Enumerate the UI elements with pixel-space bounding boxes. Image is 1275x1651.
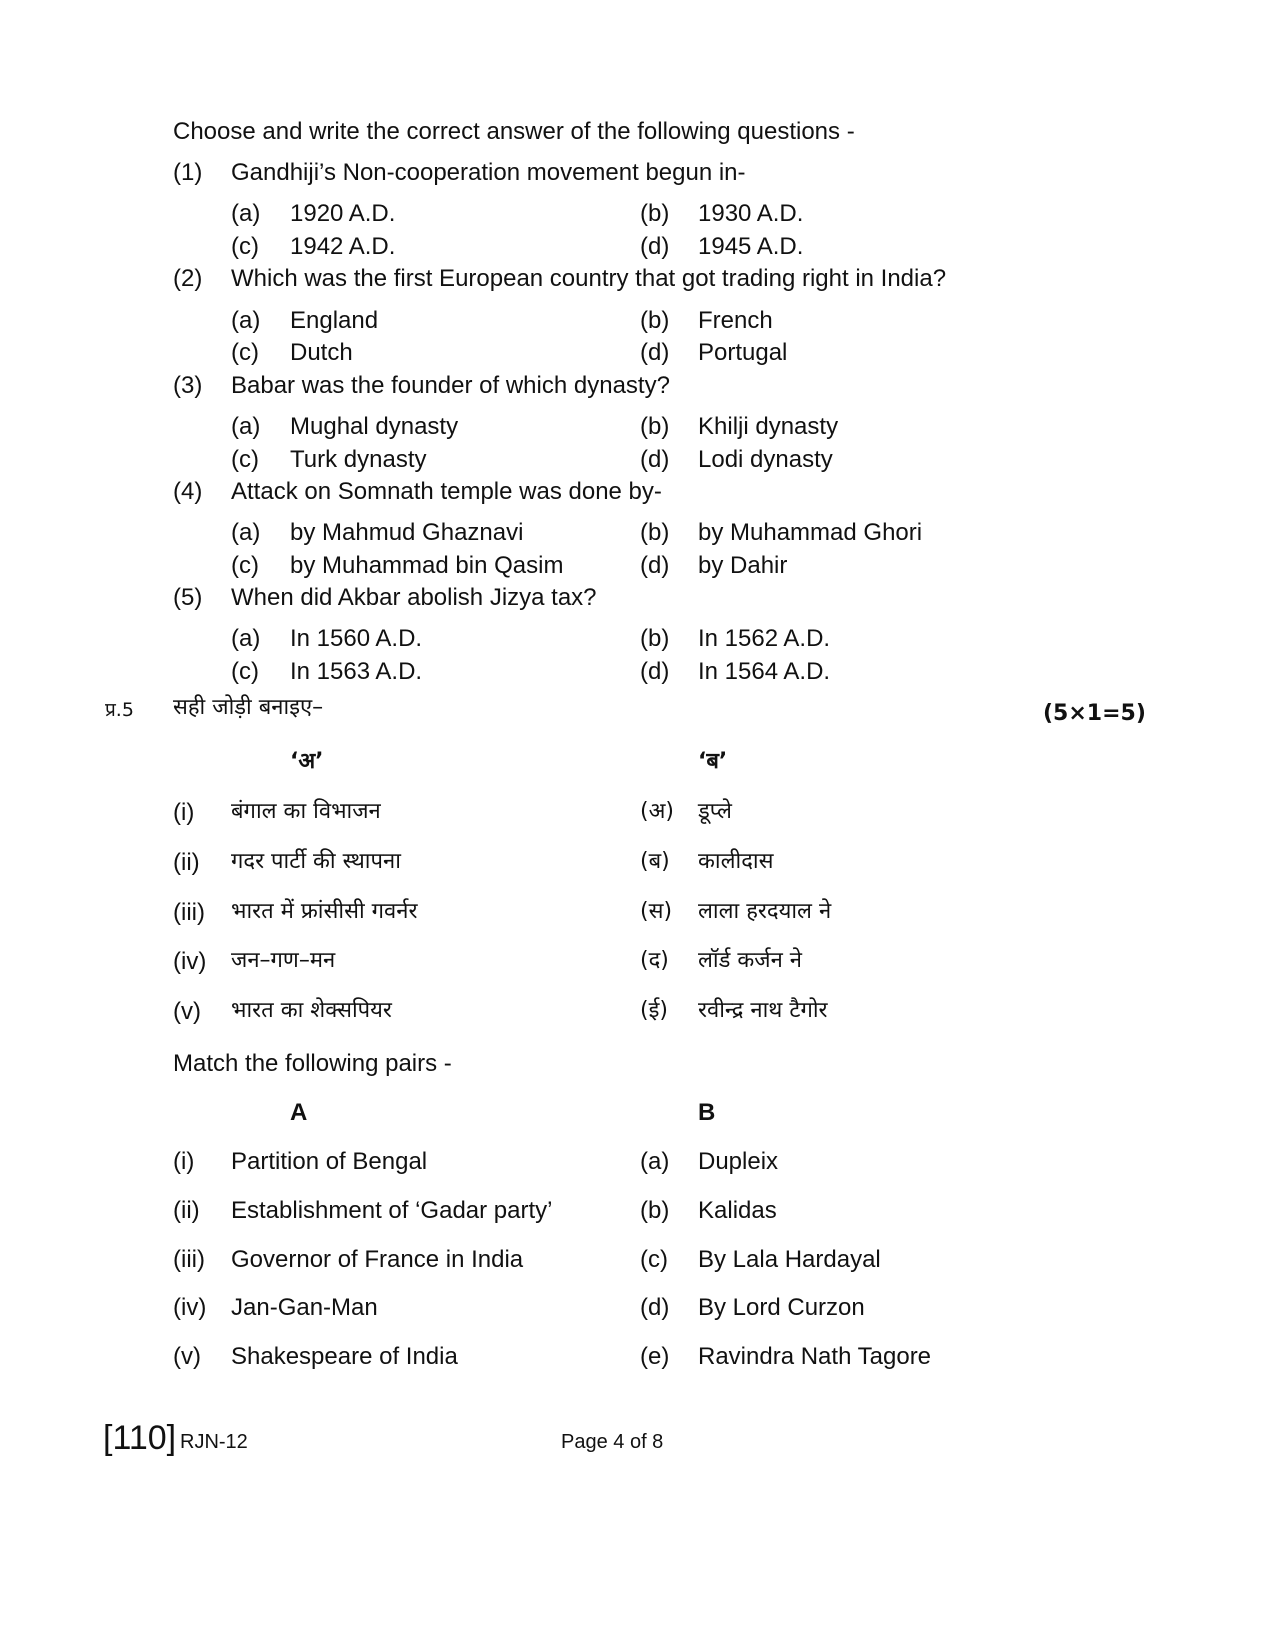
option-label: (b) (640, 625, 670, 652)
pair-left-text: बंगाल का विभाजन (231, 799, 381, 824)
pair-left-text: Shakespeare of India (231, 1343, 458, 1370)
question-number: (3) (173, 372, 203, 399)
option-label: (c) (231, 339, 259, 366)
pair-right-text: By Lala Hardayal (698, 1246, 881, 1273)
pair-right-label: (b) (640, 1197, 670, 1224)
option-text: England (290, 307, 379, 334)
pair-right-label: (स) (640, 899, 673, 924)
instruction-text: Choose and write the correct answer of the following questions - (173, 118, 855, 145)
pair-left-label: (ii) (173, 1197, 200, 1224)
option-label: (b) (640, 519, 670, 546)
option-label: (a) (231, 307, 261, 334)
option-label: (c) (231, 552, 259, 579)
pair-left-text: Jan-Gan-Man (231, 1294, 378, 1321)
option-label: (b) (640, 413, 670, 440)
option-text: by Muhammad bin Qasim (290, 552, 564, 579)
option-label: (d) (640, 552, 670, 579)
column-header-b-hi: ‘ब’ (698, 749, 728, 774)
option-label: (b) (640, 307, 670, 334)
pair-left-text: Establishment of ‘Gadar party’ (231, 1197, 553, 1224)
pair-right-label: (a) (640, 1148, 670, 1175)
pair-right-text: लॉर्ड कर्जन ने (698, 948, 803, 973)
option-text: In 1563 A.D. (290, 658, 423, 685)
pair-left-label: (iii) (173, 1246, 205, 1273)
match-title-en: Match the following pairs - (173, 1050, 452, 1077)
question-number: (2) (173, 265, 203, 292)
marks-label: (5×1=5) (1043, 701, 1146, 726)
option-label: (c) (231, 658, 259, 685)
option-text: by Muhammad Ghori (698, 519, 923, 546)
question-text: Attack on Somnath temple was done by- (231, 478, 662, 505)
column-header-a-en: A (290, 1099, 308, 1126)
pair-right-text: By Lord Curzon (698, 1294, 865, 1321)
pair-right-text: Dupleix (698, 1148, 779, 1175)
question-text: Babar was the founder of which dynasty? (231, 372, 670, 399)
option-text: by Dahir (698, 552, 788, 579)
pair-left-label: (iv) (173, 948, 207, 975)
option-label: (d) (640, 446, 670, 473)
pair-right-label: (अ) (640, 799, 674, 824)
pair-right-label: (द) (640, 948, 669, 973)
question-number: (1) (173, 159, 203, 186)
option-label: (b) (640, 200, 670, 227)
option-text: Turk dynasty (290, 446, 427, 473)
paper-code: [110] (103, 1419, 177, 1457)
pair-right-text: कालीदास (698, 849, 774, 874)
option-label: (c) (231, 233, 259, 260)
pair-left-text: जन–गण–मन (231, 948, 336, 973)
page-number: Page 4 of 8 (561, 1431, 664, 1453)
pair-left-text: भारत में फ्रांसीसी गवर्नर (231, 899, 418, 924)
pair-right-text: Ravindra Nath Tagore (698, 1343, 932, 1370)
option-label: (d) (640, 658, 670, 685)
option-text: Lodi dynasty (698, 446, 833, 473)
column-header-a-hi: ‘अ’ (290, 749, 324, 774)
pair-left-text: Governor of France in India (231, 1246, 524, 1273)
pair-left-label: (iii) (173, 899, 205, 926)
pair-left-text: भारत का शेक्सपियर (231, 998, 392, 1023)
option-label: (d) (640, 339, 670, 366)
option-text: Mughal dynasty (290, 413, 459, 440)
column-header-b-en: B (698, 1099, 716, 1126)
pair-right-text: Kalidas (698, 1197, 777, 1224)
pair-left-text: गदर पार्टी की स्थापना (231, 849, 401, 874)
question-text: Gandhiji’s Non-cooperation movement begun in- (231, 159, 746, 186)
option-label: (a) (231, 413, 261, 440)
pair-right-text: रवीन्द्र नाथ टैगोर (698, 998, 828, 1023)
pair-left-text: Partition of Bengal (231, 1148, 428, 1175)
option-label: (c) (231, 446, 259, 473)
pair-left-label: (i) (173, 1148, 195, 1175)
option-text: Khilji dynasty (698, 413, 839, 440)
option-text: 1942 A.D. (290, 233, 396, 260)
option-text: by Mahmud Ghaznavi (290, 519, 524, 546)
option-text: 1920 A.D. (290, 200, 396, 227)
question-number-hi: प्र.5 (105, 699, 134, 721)
pair-right-text: डूप्ले (698, 799, 732, 824)
pair-right-label: (d) (640, 1294, 670, 1321)
option-text: French (698, 307, 773, 334)
option-text: In 1564 A.D. (698, 658, 831, 685)
pair-right-label: (c) (640, 1246, 668, 1273)
pair-left-label: (i) (173, 799, 195, 826)
pair-right-label: (e) (640, 1343, 670, 1370)
option-label: (a) (231, 200, 261, 227)
pair-left-label: (iv) (173, 1294, 207, 1321)
question-text: Which was the first European country that got trading right in India? (231, 265, 947, 292)
option-text: In 1562 A.D. (698, 625, 831, 652)
pair-left-label: (ii) (173, 849, 200, 876)
option-text: Dutch (290, 339, 353, 366)
option-text: In 1560 A.D. (290, 625, 423, 652)
option-label: (d) (640, 233, 670, 260)
option-text: 1930 A.D. (698, 200, 804, 227)
pair-left-label: (v) (173, 998, 201, 1025)
pair-right-text: लाला हरदयाल ने (698, 899, 832, 924)
paper-code-suffix: RJN-12 (180, 1431, 248, 1453)
pair-right-label: (ई) (640, 998, 668, 1023)
match-title-hi: सही जोड़ी बनाइए– (173, 695, 324, 720)
pair-right-label: (ब) (640, 849, 670, 874)
question-text: When did Akbar abolish Jizya tax? (231, 584, 597, 611)
question-number: (5) (173, 584, 203, 611)
question-number: (4) (173, 478, 203, 505)
option-text: 1945 A.D. (698, 233, 804, 260)
option-label: (a) (231, 519, 261, 546)
pair-left-label: (v) (173, 1343, 201, 1370)
option-text: Portugal (698, 339, 788, 366)
option-label: (a) (231, 625, 261, 652)
